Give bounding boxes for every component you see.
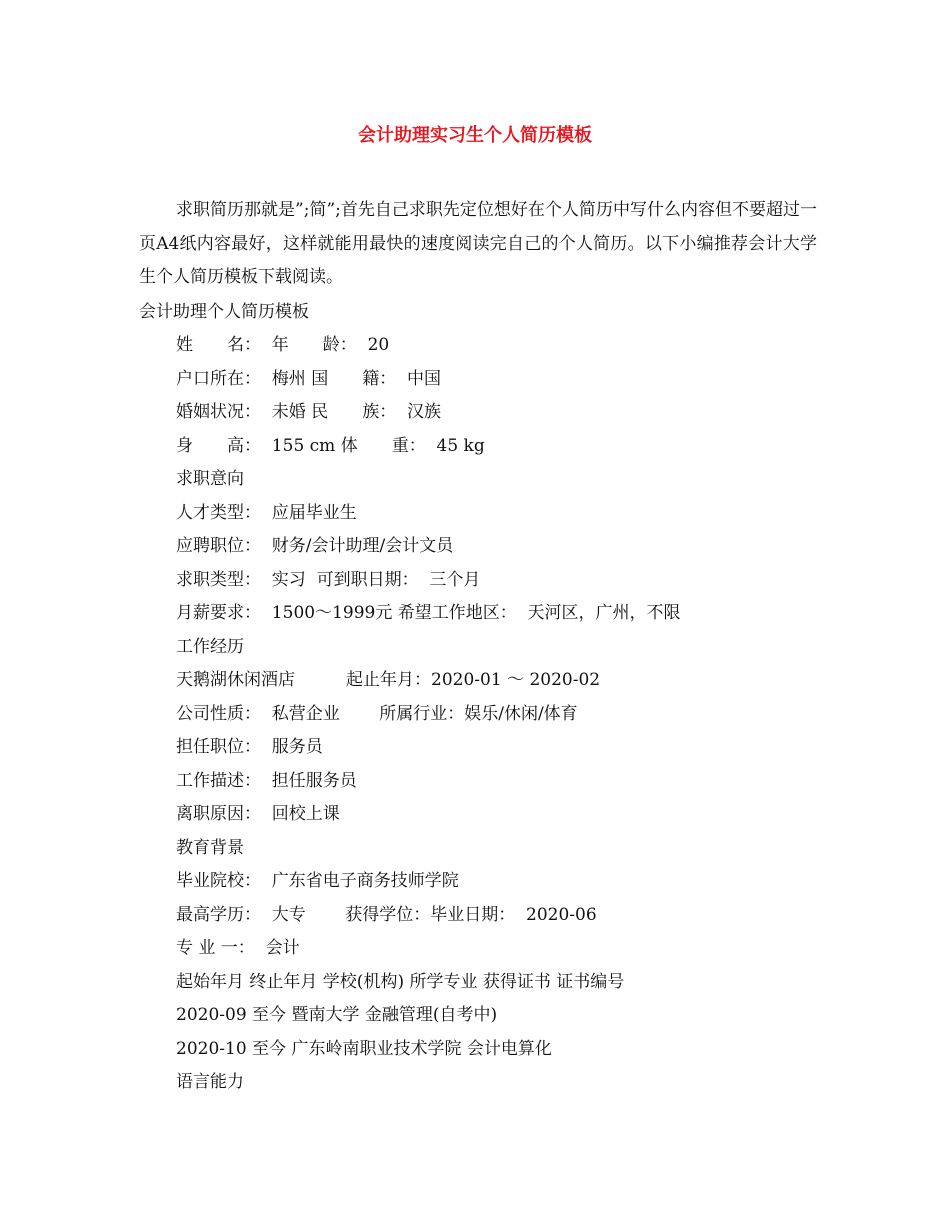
resume-line-edu-row-1: 2020-09 至今 暨南大学 金融管理(自考中) (176, 1005, 498, 1025)
document-title: 会计助理实习生个人简历模板 (358, 125, 592, 146)
section-heading: 会计助理个人简历模板 (139, 302, 309, 322)
resume-heading-education: 教育背景 (176, 837, 244, 858)
resume-line-edu-columns: 起始年月 终止年月 学校(机构) 所学专业 获得证书 证书编号 (176, 971, 625, 992)
resume-line-leave-reason: 离职原因： 回校上课 (176, 804, 340, 824)
resume-heading-language: 语言能力 (176, 1072, 244, 1092)
resume-line-name-age: 姓 名： 年 龄： 20 (176, 335, 390, 355)
resume-line-edu-row-2: 2020-10 至今 广东岭南职业技术学院 会计电算化 (176, 1038, 552, 1059)
resume-line-employer: 天鹅湖休闲酒店 起止年月：2020-01 ～ 2020-02 (176, 670, 601, 690)
resume-lines (176, 331, 826, 1102)
resume-line-salary: 月薪要求： 1500～1999元 希望工作地区： 天河区，广州，不限 (176, 603, 681, 623)
resume-line-marital: 婚姻状况： 未婚 民 族： 汉族 (176, 402, 442, 422)
resume-line-talent-type: 人才类型： 应届毕业生 (176, 502, 357, 523)
resume-line-school: 毕业院校： 广东省电子商务技师学院 (176, 871, 459, 891)
resume-line-company-type: 公司性质： 私营企业 所属行业：娱乐/休闲/体育 (176, 703, 578, 724)
resume-heading-job-intent: 求职意向 (176, 469, 244, 489)
resume-line-job-type: 求职类型： 实习 可到职日期： 三个月 (176, 569, 481, 590)
resume-line-height-weight: 身 高： 155 cm 体 重： 45 kg (176, 435, 485, 456)
resume-line-role: 担任职位： 服务员 (176, 737, 323, 757)
resume-heading-work: 工作经历 (176, 636, 244, 657)
resume-line-major: 专 业 一： 会计 (176, 938, 300, 958)
resume-line-hometown: 户口所在： 梅州 国 籍： 中国 (176, 368, 442, 389)
resume-line-description: 工作描述： 担任服务员 (176, 770, 357, 791)
resume-line-position: 应聘职位： 财务/会计助理/会计文员 (176, 536, 454, 556)
resume-line-degree: 最高学历： 大专 获得学位：毕业日期： 2020-06 (176, 904, 597, 925)
intro-paragraph: 求职简历那就是”;简”;首先自己求职先定位想好在个人简历中写什么内容但不要超过一页A4纸内容最好，这样就能用最快的速度阅读完自己的个人简历。以下小编推荐会计大学生个人简历模板下载阅读。 (139, 200, 817, 287)
